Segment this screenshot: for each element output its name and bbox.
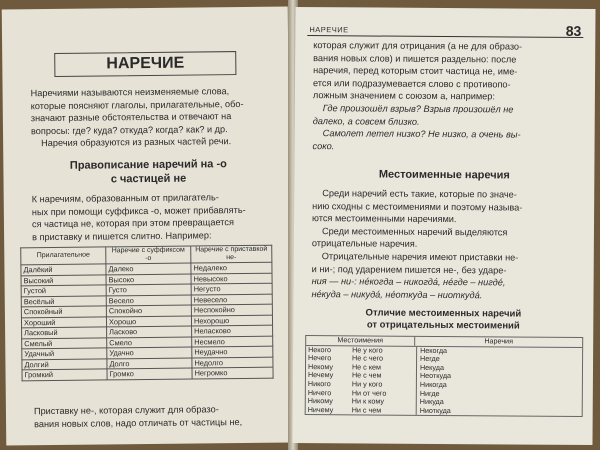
column-header: Местоимения bbox=[306, 336, 415, 345]
table-cell: Неудачно bbox=[192, 346, 273, 357]
column-header: Наречия bbox=[484, 336, 514, 346]
table-cell: Некого bbox=[308, 344, 332, 354]
table-cell: Негромко bbox=[192, 367, 273, 378]
heading-line: с частицей не bbox=[110, 172, 187, 186]
text-line: Среди наречий есть такие, которые по значе- bbox=[322, 188, 517, 200]
table-cell: Спокойный bbox=[21, 306, 106, 317]
pronoun-adverb-table bbox=[305, 335, 584, 417]
table-cell: Неспокойно bbox=[191, 304, 272, 315]
table-cell: Никогда bbox=[419, 379, 447, 389]
pronoun-phrase-column bbox=[352, 346, 417, 415]
table-cell: Никуда bbox=[419, 396, 444, 407]
table-cell: Нигде bbox=[419, 388, 440, 398]
text-line: ных при помощи суффикса -о, может прибавлять- bbox=[31, 204, 246, 217]
left-page bbox=[2, 7, 293, 446]
section-heading bbox=[13, 157, 283, 188]
text-line: вания новых слов) и пишется раздельно: после bbox=[313, 52, 517, 65]
text-line: вания новых слов, надо отличать от частицы не, bbox=[34, 416, 243, 429]
table-cell: Ниоткуда bbox=[419, 405, 451, 415]
continuation-paragraph bbox=[313, 39, 586, 154]
section-heading: Местоименные наречия bbox=[378, 168, 510, 182]
example-line: далеко, а совсем близко. bbox=[312, 115, 420, 127]
table-cell: Несмело bbox=[192, 336, 273, 347]
table-cell: Некуда bbox=[419, 362, 445, 372]
column-header: Прилагательное bbox=[21, 247, 106, 265]
text-line: значают разные обстоятельства и отвечают на bbox=[30, 111, 232, 124]
heading-line: Правописание наречий на -о bbox=[69, 158, 227, 172]
table-cell: Густо bbox=[106, 284, 191, 295]
example-line: соко. bbox=[312, 140, 335, 151]
table-cell: Весёлый bbox=[21, 295, 106, 306]
table-cell: Ласково bbox=[107, 326, 192, 337]
table-cell: Далёкий bbox=[21, 264, 106, 275]
text-line: которые поясняют глаголы, прилагательные, обо- bbox=[30, 98, 244, 111]
table-cell: Ни от чего bbox=[351, 387, 387, 398]
text-line: Наречия образуются из разных частей речи. bbox=[41, 136, 232, 149]
text-line: и ни-; под ударением пишется не-, без ударе- bbox=[311, 263, 507, 275]
heading-line: от отрицательных местоимений bbox=[366, 319, 520, 332]
table-cell: Некогда bbox=[420, 345, 448, 355]
text-line: наречия, перед которым стоит частица не, име- bbox=[313, 65, 518, 77]
text-line: ния — ни-: нéкогда – никогдá, нéгде – нигдé, bbox=[311, 276, 506, 288]
text-line: вопросы: где? куда? откуда? когда? как? и др. bbox=[30, 123, 228, 136]
table-cell: Нечему bbox=[307, 370, 334, 380]
adverb-table-wrapper bbox=[20, 245, 273, 381]
text-line: Приставку не-, которая служит для образо- bbox=[33, 404, 219, 417]
section-paragraph bbox=[311, 187, 584, 302]
text-line: Наречиями называются неизменяемые слова, bbox=[30, 86, 230, 99]
table-cell: Никого bbox=[307, 379, 331, 389]
table-cell: Невесело bbox=[191, 294, 272, 305]
text-line: ложным значением с союзом а, например: bbox=[312, 90, 496, 102]
column-header: Наречие с приставкой не- bbox=[191, 245, 272, 263]
right-page bbox=[292, 7, 595, 445]
text-line: которая служит для отрицания (а не для образо- bbox=[313, 40, 523, 52]
table-cell: Спокойно bbox=[106, 305, 191, 316]
table-cell: Смело bbox=[107, 337, 192, 348]
text-line: нéкуда – никудá, нéоткуда – ниоткудá. bbox=[311, 288, 483, 301]
table-cell: Смелый bbox=[22, 337, 107, 348]
table-cell: Никому bbox=[307, 396, 333, 406]
adverb-column bbox=[417, 346, 582, 416]
column-header: Наречие с суффиксом -о bbox=[106, 246, 191, 264]
table-cell: Не с кем bbox=[351, 362, 381, 372]
intro-paragraph bbox=[31, 85, 278, 151]
text-line: отрицательные наречия. bbox=[311, 238, 418, 250]
table-header-row bbox=[21, 245, 272, 265]
rule-paragraph bbox=[32, 191, 281, 244]
table-cell: Громко bbox=[107, 368, 192, 379]
table-cell: Ничего bbox=[307, 387, 332, 397]
table-body bbox=[306, 346, 582, 417]
table-cell: Громкий bbox=[22, 369, 107, 380]
running-head: НАРЕЧИЕ bbox=[309, 25, 349, 35]
table-cell: Негде bbox=[420, 354, 440, 364]
table-cell: Хороший bbox=[21, 316, 106, 327]
header-rule bbox=[307, 35, 583, 38]
table-cell: Высокий bbox=[21, 274, 106, 285]
table-cell: Ни с чем bbox=[351, 405, 382, 415]
table-cell: Неоткуда bbox=[419, 371, 452, 381]
adverb-table bbox=[20, 245, 273, 381]
table-cell: Ни к кому bbox=[351, 396, 384, 406]
table-cell: Ласковый bbox=[22, 327, 107, 338]
heading-line: Отличие местоименных наречий bbox=[365, 307, 522, 320]
table-cell: Удачный bbox=[22, 348, 107, 359]
example-line: Где произошёл взрыв? Взрыв произошёл не bbox=[322, 103, 514, 115]
table-cell: Недалеко bbox=[191, 262, 272, 273]
table-cell: Нечего bbox=[308, 353, 332, 363]
table-cell: Далеко bbox=[106, 263, 191, 274]
table-cell: Хорошо bbox=[106, 316, 191, 327]
text-line: нию сходны с местоимениями и поэтому называ- bbox=[312, 200, 523, 213]
table-cell: Долго bbox=[107, 358, 192, 369]
table-cell: Недолго bbox=[192, 357, 273, 368]
text-line: ются местоименными наречиями. bbox=[312, 213, 457, 225]
table-cell: Не с чем bbox=[351, 370, 382, 380]
table-cell: Густой bbox=[21, 285, 106, 296]
table-cell: Некому bbox=[307, 361, 334, 372]
table-cell: Весело bbox=[106, 295, 191, 306]
text-line: Среди местоименных наречий выделяются bbox=[321, 225, 508, 238]
bottom-paragraph bbox=[34, 403, 282, 431]
table-cell: Ничему bbox=[307, 404, 334, 414]
table-cell: Не с чего bbox=[352, 353, 384, 363]
table-cell: Неласково bbox=[192, 325, 273, 336]
table-heading bbox=[303, 307, 583, 333]
pronoun-column bbox=[306, 346, 352, 415]
table-cell: Высоко bbox=[106, 274, 191, 285]
text-line: ется или подразумевается слово с противопо- bbox=[312, 77, 511, 90]
table-row bbox=[22, 367, 273, 380]
text-line: ся частица не, которая при этом превращается bbox=[31, 217, 234, 230]
table-cell: Долгий bbox=[22, 358, 107, 369]
page-number: 83 bbox=[565, 22, 582, 39]
table-cell: Ни у кого bbox=[351, 379, 383, 389]
example-line: Самолет летел низко? Не низко, а очень вы- bbox=[322, 128, 521, 140]
text-line: в приставку и пишется слитно. Например: bbox=[32, 230, 212, 242]
page-title: НАРЕЧИЕ bbox=[54, 51, 236, 77]
table-cell: Негусто bbox=[191, 283, 272, 294]
text-line: К наречиям, образованным от прилагатель- bbox=[31, 192, 219, 205]
table-cell: Нехорошо bbox=[191, 315, 272, 326]
text-line: Отрицательные наречия имеют приставки не- bbox=[321, 251, 519, 263]
table-cell: Не у кого bbox=[352, 344, 383, 355]
table-cell: Удачно bbox=[107, 347, 192, 358]
table-cell: Невысоко bbox=[191, 273, 272, 284]
